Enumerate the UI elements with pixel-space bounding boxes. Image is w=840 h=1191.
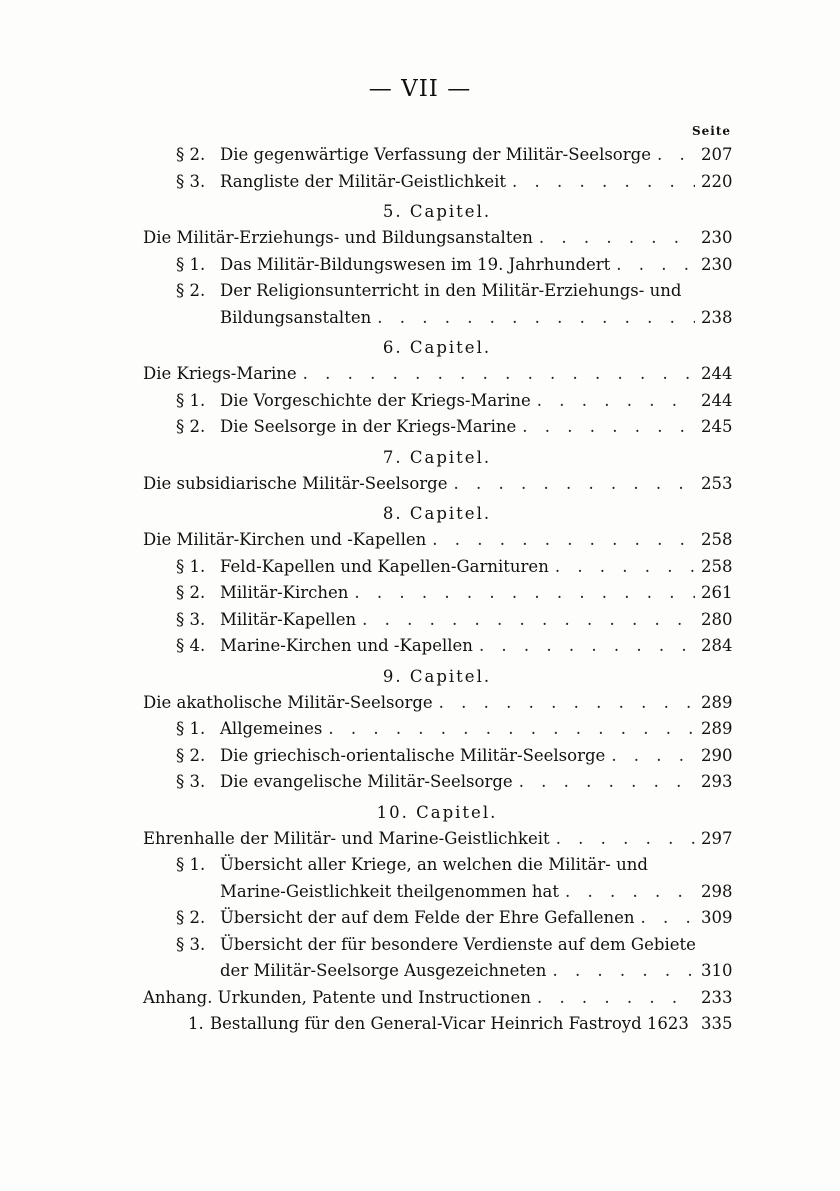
section-title: Übersicht der auf dem Felde der Ehre Gefallenen [220,908,635,927]
leader-dots [432,527,695,554]
section-title: Militär-Kapellen [220,609,357,629]
section-number: § 1. [176,556,206,576]
leader-dots [303,361,695,388]
section-number: § 3. [176,609,206,629]
section-number: § 3. [176,772,206,791]
section-number: § 2. [176,583,206,602]
leader-dots [565,879,695,906]
section-title: Militär-Kirchen [220,583,349,602]
page-ref: 207 [701,145,733,164]
toc-section-entry [143,169,731,196]
page-ref: 233 [701,987,733,1007]
section-number: § 2. [176,145,206,164]
page-ref: 230 [701,254,733,274]
toc-section-entry [143,142,731,169]
page-ref: 253 [701,473,733,493]
page-ref: 280 [701,609,733,629]
toc-chapter-entry [143,527,731,554]
leader-dots [377,305,695,332]
section-title: Feld-Kapellen und Kapellen-Garnituren [220,556,549,576]
section-title: Marine-Kirchen und -Kapellen [220,636,473,655]
leader-dots [555,554,695,581]
section-title: Übersicht der für besondere Verdienste auf dem Gebiete [220,934,696,954]
page-ref: 238 [701,307,733,327]
page-ref: 284 [701,636,733,655]
section-number: § 1. [176,390,206,410]
chapter-heading: 10. Capitel. [376,802,498,822]
appendix-title: Anhang. Urkunden, Patente und Instructionen [143,987,531,1007]
toc-section-entry [143,633,731,660]
section-number: § 4. [176,636,206,655]
page-ref: 258 [701,556,733,576]
page-ref: 335 [701,1014,733,1033]
leader-dots [439,690,695,717]
leader-dots [454,471,696,498]
chapter-title: Die Kriegs-Marine [143,364,297,383]
section-number: § 1. [176,719,206,738]
page-ref: 261 [701,583,733,602]
section-title-continuation: Bildungsanstalten [220,307,372,327]
chapter-title: Ehrenhalle der Militär- und Marine-Geistlichkeit [143,828,550,848]
leader-dots [611,743,695,770]
page-ref: 244 [701,364,733,383]
leader-dots [479,633,695,660]
page-ref: 289 [701,692,733,712]
leader-dots [539,225,695,252]
chapter-heading: 6. Capitel. [382,338,492,357]
section-title: Die griechisch-orientalische Militär-Seelsorge [220,745,606,765]
toc-section-entry [143,414,731,441]
leader-dots [362,607,695,634]
section-title: Die Seelsorge in der Kriegs-Marine [220,417,517,436]
section-title: Die evangelische Militär-Seelsorge [220,772,513,791]
section-title: Allgemeines [220,719,323,738]
toc-section-continuation [143,879,731,906]
chapter-title: Die subsidiarische Militär-Seelsorge [143,473,448,493]
toc-section-entry [143,607,731,634]
toc-section-entry [143,852,731,879]
page-ref: 258 [701,530,733,549]
section-number: § 3. [176,171,206,191]
section-title: Die Vorgeschichte der Kriegs-Marine [220,390,531,410]
leader-dots [657,142,695,169]
toc-section-entry [143,932,731,959]
toc-chapter-entry [143,690,731,717]
appendix-item-title: Bestallung für den General-Vicar Heinrich Fastroyd 1623 [210,1014,689,1033]
appendix-item-number: 1. [188,1014,204,1033]
toc-section-entry [143,278,731,305]
section-title: Das Militär-Bildungswesen im 19. Jahrhundert [220,254,611,274]
section-title-continuation: Marine-Geistlichkeit theilgenommen hat [220,881,560,901]
page-ref: 310 [701,961,733,980]
toc-appendix-item [143,1011,731,1038]
section-title: Die gegenwärtige Verfassung der Militär-Seelsorge [220,145,651,164]
toc-body [143,142,731,1038]
toc-section-entry [143,388,731,415]
toc-section-continuation [143,305,731,332]
chapter-title: Die Militär-Erziehungs- und Bildungsanstalten [143,228,533,247]
chapter-title: Die Militär-Kirchen und -Kapellen [143,530,427,549]
section-title: Rangliste der Militär-Geistlichkeit [220,171,507,191]
table-of-contents [143,120,731,1038]
page-ref: 309 [701,908,733,927]
toc-chapter-entry [143,471,731,498]
section-number: § 2. [176,745,206,765]
leader-dots [537,388,695,415]
leader-dots [354,580,695,607]
page-number: — VII — [368,76,472,102]
leader-dots [616,252,695,279]
toc-section-continuation [143,958,731,985]
toc-section-entry [143,743,731,770]
toc-chapter-entry [143,826,731,853]
seite-column-label: Seite [691,124,731,138]
leader-dots [519,769,695,796]
section-number: § 2. [176,417,206,436]
section-title-continuation: der Militär-Seelsorge Ausgezeichneten [220,961,547,980]
page-ref: 245 [701,417,733,436]
page-ref: 289 [701,719,733,738]
leader-dots [537,985,695,1012]
leader-dots [512,169,695,196]
page-ref: 297 [701,828,733,848]
section-title: Übersicht aller Kriege, an welchen die Militär- und [220,855,648,874]
toc-appendix-entry [143,985,731,1012]
chapter-heading: 7. Capitel. [382,447,492,467]
chapter-heading: 5. Capitel. [382,202,492,221]
chapter-heading: 9. Capitel. [382,666,492,686]
page-ref: 298 [701,881,733,901]
section-title: Der Religionsunterricht in den Militär-Erziehungs- und [220,281,682,300]
section-number: § 1. [176,254,206,274]
leader-dots [552,958,695,985]
toc-section-entry [143,716,731,743]
chapter-title: Die akatholische Militär-Seelsorge [143,692,433,712]
toc-chapter-entry [143,361,731,388]
toc-section-entry [143,252,731,279]
page-ref: 230 [701,228,733,247]
toc-section-entry [143,554,731,581]
leader-dots [556,826,695,853]
leader-dots [641,905,695,932]
toc-chapter-entry [143,225,731,252]
toc-section-entry [143,769,731,796]
page-ref: 244 [701,390,733,410]
toc-section-entry [143,905,731,932]
leader-dots [522,414,695,441]
section-number: § 2. [176,281,206,300]
section-number: § 2. [176,908,206,927]
page-ref: 220 [701,171,733,191]
leader-dots [328,716,695,743]
page-ref: 290 [701,745,733,765]
section-number: § 1. [176,855,206,874]
page-ref: 293 [701,772,733,791]
toc-section-entry [143,580,731,607]
section-number: § 3. [176,934,206,954]
chapter-heading: 8. Capitel. [382,504,492,523]
